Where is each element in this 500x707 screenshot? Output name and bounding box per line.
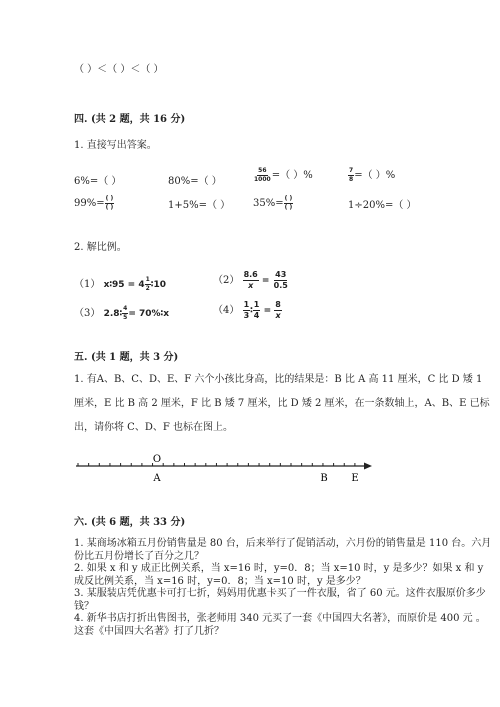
calc-80-percent: 80%=（ ） [168,176,222,187]
expression-head: 35%= [253,198,284,209]
fraction-numerator: 4 [123,305,128,312]
point-label-a: A [153,473,161,484]
top-comparison: （ ）＜（ ）＜（ ） [74,64,164,75]
fraction-denominator: 3 [243,311,250,320]
fraction-1-4 [253,301,261,320]
fraction-denominator: x [275,311,281,320]
fraction-numerator: ( ) [284,195,293,202]
equation-part: 2.8∶ [103,309,123,319]
fraction-43-0.5 [273,271,289,290]
section5-q1-text: 1. 有A、B、C、D、E、F 六个小孩比身高，比的结果是：B 比 A 高 11 厘米，C 比 D 矮 1 厘米，E 比 B 高 2 厘米，F 比 B 矮 7 厘米，比 D 矮 2 厘米，在一条数轴上，A、B、E 已标出，请你将 C、D、F 也标在图上。 [74,374,490,433]
fraction-blank [105,196,115,211]
fraction-denominator: 2 [145,285,150,292]
point-label-b: B [320,473,328,484]
fraction-numerator: 8 [275,300,281,309]
fraction-numerator: ( ) [105,195,114,202]
equation-part: = 70%∶x [128,309,170,319]
item-index: （2） [213,275,240,286]
fraction-8.6-x [243,271,259,290]
fraction-denominator: 4 [253,311,260,320]
calc-99-percent [74,196,114,211]
point-label-e: E [351,473,359,484]
equals-sign: = [263,306,272,316]
item-index: （3） [74,308,101,319]
number-line [74,452,374,486]
fraction-numerator: 1 [253,300,260,309]
section6-q1: 1. 某商场冰箱五月份销售量是 80 台，后来举行了促销活动，六月份的销售量是 110 台。六月份比五月份增长了百分之几？ [74,538,492,562]
calc-35-percent [253,196,293,211]
calc-1-div-20-percent: 1÷20%=（ ） [348,200,417,211]
fraction-denominator: 5 [123,314,128,321]
expression-tail: =（ ）% [271,170,313,181]
proportion-2 [213,271,289,290]
section5-heading: 五. (共 1 题，共 3 分) [74,352,179,363]
fraction-denominator: 1000 [254,176,271,183]
item-index: （4） [213,305,240,316]
fraction-numerator: 1 [243,300,250,309]
fraction-denominator: x [248,281,254,290]
section4-q1-label: 1. 直接写出答案。 [74,140,157,151]
equation-part: ∶10 [150,280,166,290]
calc-7-over-8 [348,166,395,183]
proportion-4 [213,301,282,320]
equals-sign: = [261,276,270,286]
fraction-denominator: 8 [349,176,354,183]
section6-heading: 六. (共 6 题，共 33 分) [74,517,186,528]
fraction-56-1000 [253,168,272,183]
section4-heading: 四. (共 2 题，共 16 分) [74,114,186,125]
section6-q3: 3. 某服装店凭优惠卡可打七折，妈妈用优惠卡买了一件衣服，省了 60 元。这件衣服原价多少钱？ [74,588,486,612]
fraction-numerator: 7 [349,167,354,174]
fraction-numerator: 8.6 [243,270,258,279]
proportion-1 [74,275,166,292]
calc-6-percent: 6%=（ ） [74,176,122,187]
expression-head: 99%= [74,198,105,209]
fraction-denominator: ( ) [105,204,114,211]
item-index: （1） [74,279,101,290]
number-line-arrow-icon [364,463,372,470]
fraction-blank [284,196,294,211]
fraction-numerator: 43 [275,270,287,279]
calc-1-plus-5-percent: 1+5%=（ ） [168,200,231,211]
section4-q2-label: 2. 解比例。 [74,242,127,253]
ratio-sign: ∶ [250,306,253,316]
equation-part: x∶95 = 4 [103,280,145,290]
origin-label: O [152,454,162,465]
expression-tail: =（ ）% [354,170,396,181]
fraction-1-3 [243,301,251,320]
calc-56-over-1000 [253,166,313,183]
proportion-3 [74,304,169,321]
fraction-8-x [274,301,282,320]
fraction-denominator: 0.5 [273,281,288,290]
fraction-numerator: 1 [145,276,150,283]
section6-q2: 2. 如果 x 和 y 成正比例关系，当 x=16 时，y=0．8；当 x=10 时，y 是多少？如果 x 和 y 成反比例关系，当 x=16 时，y=0．8；当 x=10 时，y 是多少？ [74,563,484,587]
fraction-numerator: 56 [258,167,267,174]
section6-q4: 4. 新华书店打折出售图书，张老师用 340 元买了一套《中国四大名著》，而原价是 400 元 。这套《中国四大名著》打了几折？ [74,613,486,637]
fraction-denominator: ( ) [284,204,293,211]
